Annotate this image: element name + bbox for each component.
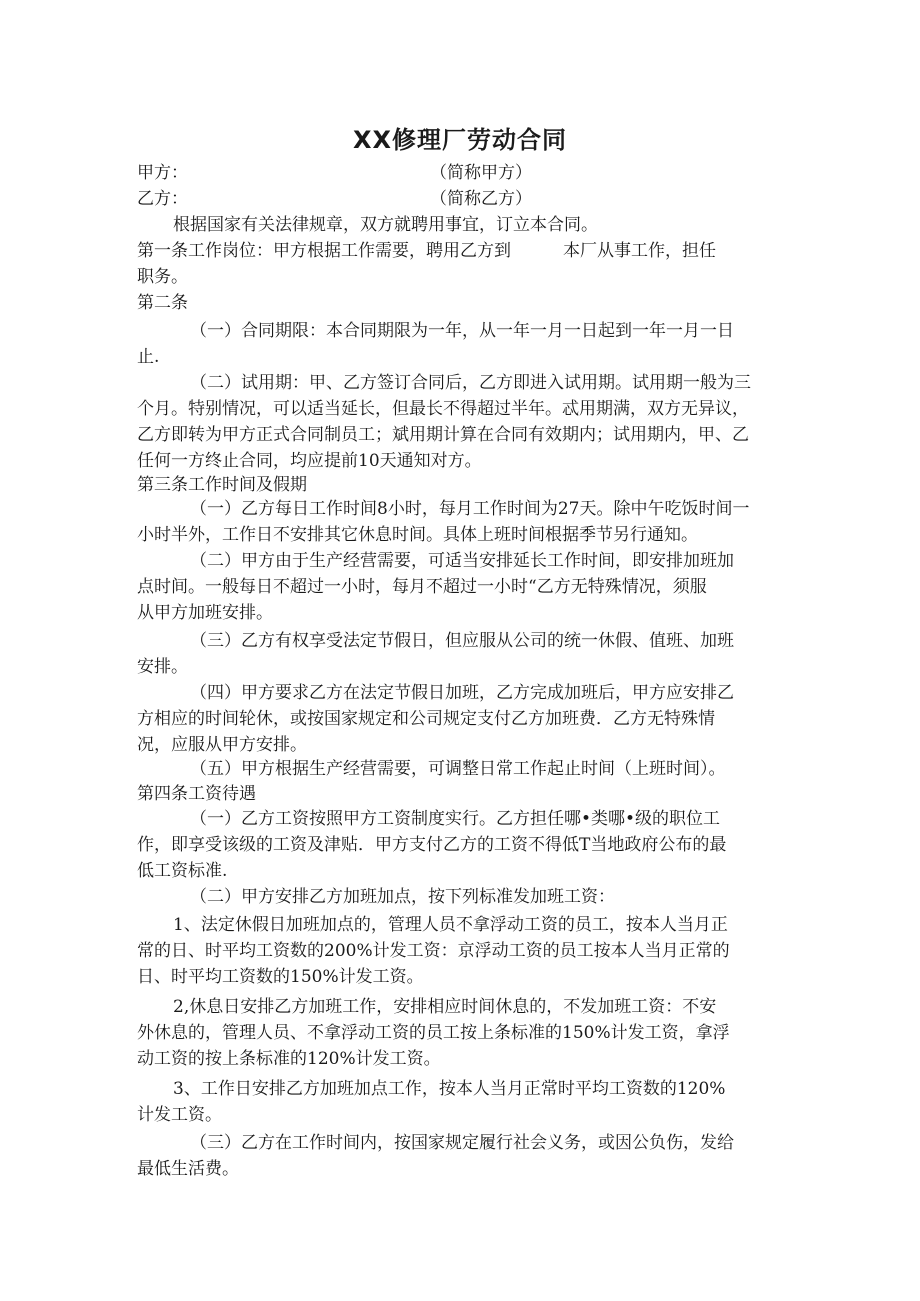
paragraph-line: 个月。特别情况，可以适当延长，但最长不得超过半年。忒用期满，双方无异议， (137, 399, 749, 419)
party-a-label: 甲方： (137, 163, 188, 183)
paragraph-line: 方相应的时间轮休，或按国家规定和公司规定支付乙方加班费．乙方无特殊情 (137, 709, 715, 729)
paragraph-line: 乙方即转为甲方正式合同制员工；斌用期计算在合同有效期内；试用期内，甲、乙 (137, 425, 749, 445)
article-1-text-b: 本厂从事工作，担任 (563, 241, 716, 261)
paragraph-line: （二）试用期：甲、乙方签订合同后，乙方即进入试用期。试用期一般为三 (190, 373, 751, 393)
paragraph-line: 止. (137, 347, 160, 367)
paragraph-line: 况，应服从甲方安排。 (137, 735, 307, 755)
contract-title: XX修理厂劳动合同 (352, 126, 567, 154)
paragraph-line: 最低生活费。 (137, 1159, 239, 1179)
article-2-heading: 第二条 (137, 293, 188, 313)
paragraph-line: 3、工作日安排乙方加班加点工作，按本人当月正常时平均工资数的120% (173, 1079, 726, 1099)
article-3-heading: 第三条工作时间及假期 (137, 475, 307, 495)
paragraph-line: 从甲方加班安排。 (137, 603, 273, 623)
intro-text: 根据国家有关法律规章，双方就聘用事宜，订立本合同。 (173, 215, 598, 235)
paragraph-line: （四）甲方要求乙方在法定节假日加班，乙方完成加班后，甲方应安排乙 (190, 683, 734, 703)
paragraph-line: （一）乙方每日工作时间8小时，每月工作时间为27天。除中午吃饭时间一 (190, 499, 750, 519)
paragraph-line: （三）乙方在工作时间内，按国家规定履行社会义务，或因公负伤，发给 (190, 1133, 734, 1153)
article-1-text-a: 第一条工作岗位：甲方根据工作需要，聘用乙方到 (137, 241, 511, 261)
article-1-line: 职务。 (137, 267, 188, 287)
paragraph-line: 任何一方终止合同，均应提前10天通知对方。 (137, 451, 482, 471)
paragraph-line: 常的日、时平均工资数的200%计发工资：京浮动工资的员工按本人当月正常的 (137, 941, 730, 961)
paragraph-line: 小时半外，工作日不安排其它休息时间。具体上班时间根据季节另行通知。 (137, 525, 698, 545)
paragraph-line: 日、时平均工资数的150%计发工资。 (137, 967, 424, 987)
paragraph-line: （五）甲方根据生产经营需要，可调整日常工作起止时间（上班时间）。 (190, 759, 726, 779)
paragraph-line: 2,休息日安排乙方加班工作，安排相应时间休息的，不发加班工资：不安 (173, 997, 717, 1017)
paragraph-line: 动工资的按上条标准的120%计发工资。 (137, 1049, 441, 1069)
party-b-label: 乙方： (137, 189, 188, 209)
paragraph-line: 1、法定休假日加班加点的，管理人员不拿浮动工资的员工，按本人当月正 (173, 915, 728, 935)
paragraph-line: （二）甲方安排乙方加班加点，按下列标准发加班工资： (190, 887, 615, 907)
paragraph-line: 外休息的，管理人员、不拿浮动工资的员工按上条标准的150%计发工资，拿浮 (137, 1023, 730, 1043)
party-b-note: （简称乙方） (430, 189, 532, 209)
paragraph-line: 点时间。一般每日不超过一小时，每月不超过一小时“乙方无特殊情况，须服 (137, 577, 707, 597)
paragraph-line: （一）合同期限：本合同期限为一年，从一年一月一日起到一年一月一日 (190, 321, 734, 341)
paragraph-line: 作，即享受该级的工资及津贴．甲方支付乙方的工资不得低T当地政府公布的最 (137, 835, 727, 855)
paragraph-line: （一）乙方工资按照甲方工资制度实行。乙方担任哪•类哪•级的职位工 (190, 809, 721, 829)
paragraph-line: （三）乙方有权享受法定节假日，但应服从公司的统一休假、值班、加班 (190, 631, 734, 651)
party-a-note: （简称甲方） (430, 163, 532, 183)
paragraph-line: 低工资标准. (137, 861, 228, 881)
article-4-heading: 第四条工资待遇 (137, 784, 256, 804)
article-1-line (137, 238, 787, 264)
paragraph-line: 安排。 (137, 657, 188, 677)
paragraph-line: （二）甲方由于生产经营需要，可适当安排延长工作时间，即安排加班加 (190, 551, 734, 571)
paragraph-line: 计发工资。 (137, 1105, 222, 1125)
